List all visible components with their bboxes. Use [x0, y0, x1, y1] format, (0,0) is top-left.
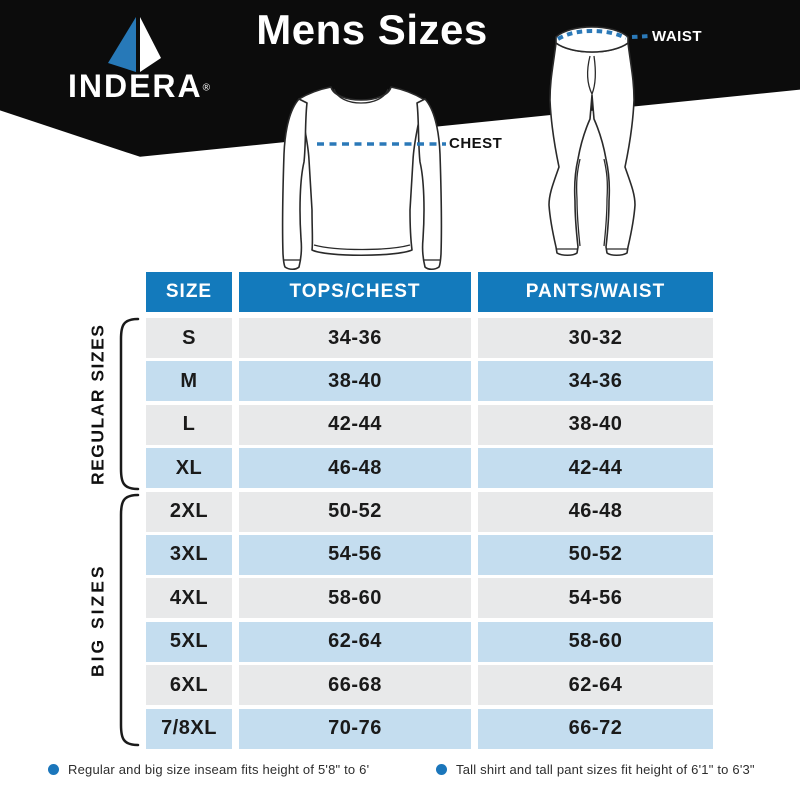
cell-pants-waist: 42-44 — [478, 448, 713, 488]
table-row — [146, 709, 713, 749]
cell-tops-chest: 38-40 — [239, 361, 471, 401]
cell-pants-waist: 30-32 — [478, 318, 713, 358]
cell-pants-waist: 66-72 — [478, 709, 713, 749]
cell-pants-waist: 50-52 — [478, 535, 713, 575]
cell-pants-waist: 46-48 — [478, 492, 713, 532]
bullet-icon — [436, 764, 447, 775]
cell-tops-chest: 50-52 — [239, 492, 471, 532]
chest-label: CHEST — [449, 135, 503, 152]
cell-pants-waist: 62-64 — [478, 665, 713, 705]
table-row — [146, 665, 713, 705]
table-row — [146, 492, 713, 532]
footnote-regular-text: Regular and big size inseam fits height of 5'8" to 6' — [68, 762, 370, 777]
registered-mark: ® — [202, 82, 211, 94]
bullet-icon — [48, 764, 59, 775]
table-row — [146, 405, 713, 445]
table-header-row — [146, 272, 713, 312]
cell-size: M — [146, 361, 232, 401]
table-row — [146, 535, 713, 575]
cell-size: 2XL — [146, 492, 232, 532]
cell-tops-chest: 46-48 — [239, 448, 471, 488]
table-body — [146, 318, 713, 749]
table-row — [146, 448, 713, 488]
cell-tops-chest: 42-44 — [239, 405, 471, 445]
table-row — [146, 361, 713, 401]
cell-size: 4XL — [146, 578, 232, 618]
cell-size: S — [146, 318, 232, 358]
waist-leader-line — [632, 36, 650, 37]
pants-body — [549, 43, 635, 255]
cell-size: 5XL — [146, 622, 232, 662]
footnote-tall-text: Tall shirt and tall pant sizes fit height of 6'1" to 6'3" — [456, 762, 755, 777]
cell-pants-waist: 58-60 — [478, 622, 713, 662]
cell-tops-chest: 70-76 — [239, 709, 471, 749]
cell-pants-waist: 38-40 — [478, 405, 713, 445]
shirt-body — [299, 87, 423, 255]
header-size: SIZE — [146, 272, 232, 312]
cell-tops-chest: 58-60 — [239, 578, 471, 618]
cell-size: L — [146, 405, 232, 445]
cell-pants-waist: 54-56 — [478, 578, 713, 618]
cell-tops-chest: 66-68 — [239, 665, 471, 705]
footnote-regular — [48, 762, 369, 777]
cell-size: 7/8XL — [146, 709, 232, 749]
header-tops-chest: TOPS/CHEST — [239, 272, 471, 312]
table-row — [146, 622, 713, 662]
brand-wordmark — [39, 68, 239, 104]
brand-name: INDERA — [67, 68, 203, 104]
table-row — [146, 578, 713, 618]
big-sizes-label: BIG SIZES — [87, 563, 108, 677]
shirt-left-sleeve — [283, 99, 307, 269]
cell-tops-chest: 34-36 — [239, 318, 471, 358]
header-pants-waist: PANTS/WAIST — [478, 272, 713, 312]
table-row — [146, 318, 713, 358]
footnote-tall — [436, 762, 755, 777]
brand-logo-triangle-icon — [104, 14, 164, 74]
cell-size: 3XL — [146, 535, 232, 575]
shirt-right-sleeve — [417, 99, 441, 269]
cell-size: XL — [146, 448, 232, 488]
page-title: Mens Sizes — [256, 6, 488, 53]
cell-tops-chest: 62-64 — [239, 622, 471, 662]
regular-sizes-bracket — [110, 316, 142, 492]
size-table — [146, 272, 713, 752]
big-sizes-bracket — [110, 492, 142, 748]
pants-illustration — [538, 22, 654, 264]
regular-sizes-label: REGULAR SIZES — [87, 323, 108, 485]
cell-pants-waist: 34-36 — [478, 361, 713, 401]
cell-tops-chest: 54-56 — [239, 535, 471, 575]
shirt-illustration — [276, 74, 448, 274]
cell-size: 6XL — [146, 665, 232, 705]
waist-label: WAIST — [652, 28, 702, 45]
